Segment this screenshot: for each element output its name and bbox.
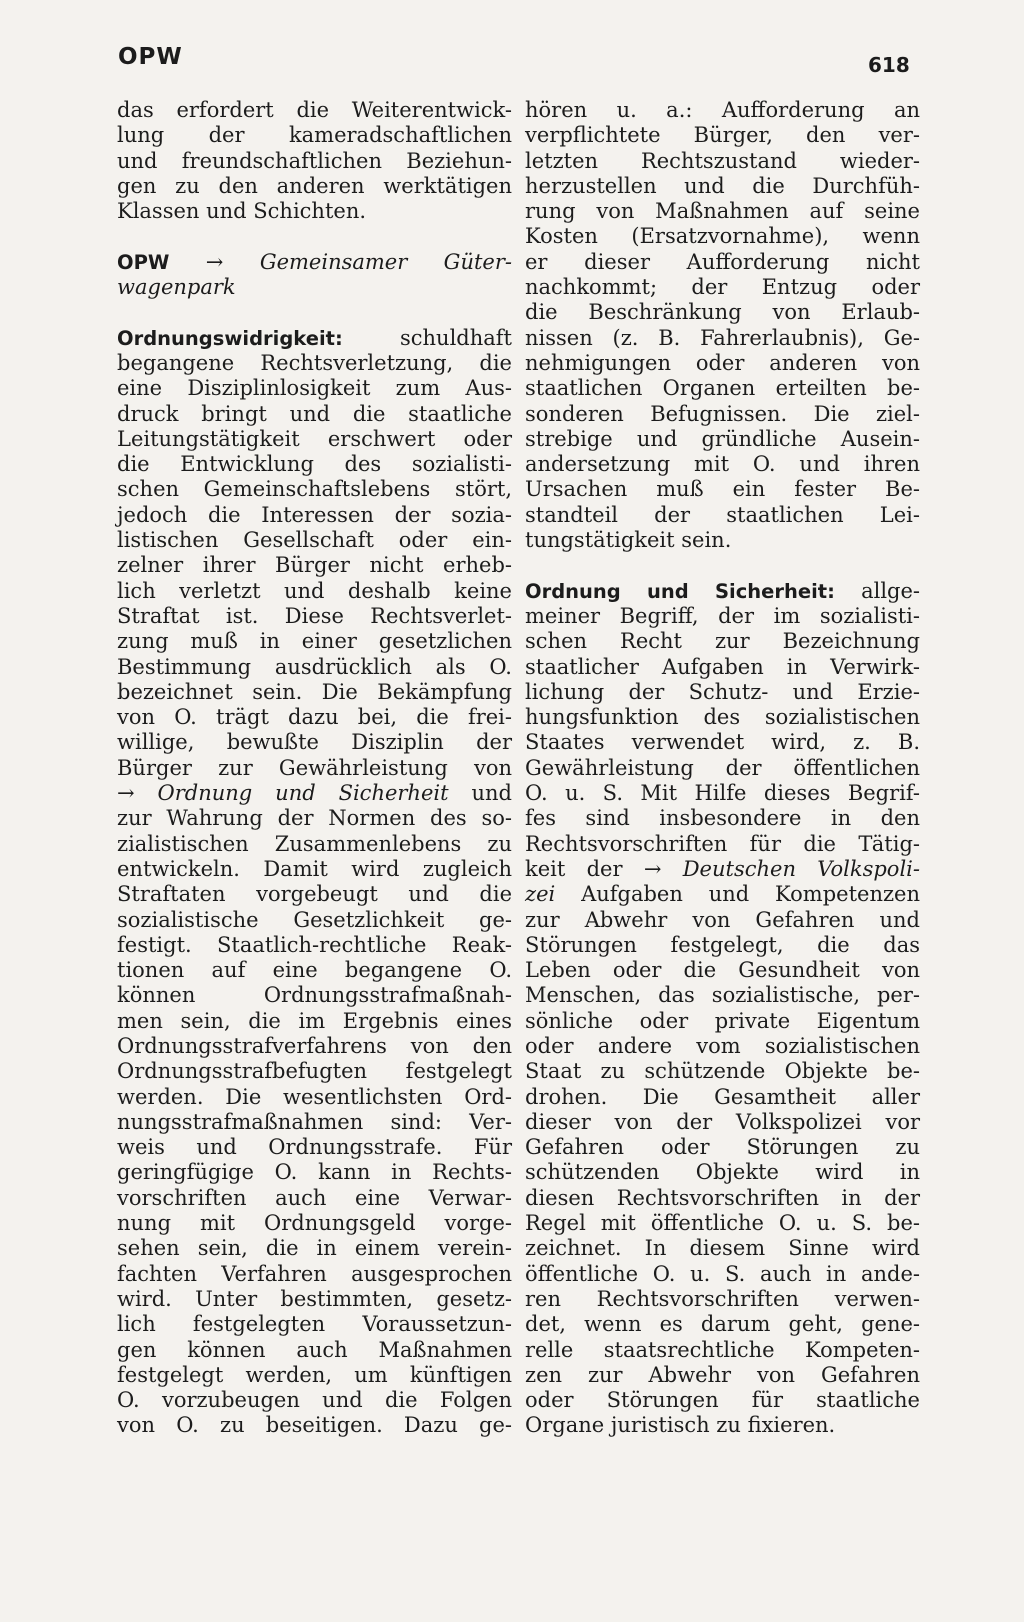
text-segment: schuldhaft	[399, 325, 512, 350]
text-line: Ordnungsstrafverfahrens von den	[117, 1033, 512, 1058]
text-line: dieser von der Volkspolizei vor	[525, 1109, 920, 1134]
text-line: Gewährleistung der öffentlichen	[525, 755, 920, 780]
text-line: festgelegt werden, um künftigen	[117, 1362, 512, 1387]
text-line: willige, bewußte Disziplin der	[117, 730, 512, 755]
text-line: O. vorzubeugen und die Folgen	[117, 1388, 512, 1413]
text-line: entwickeln. Damit wird zugleich	[117, 856, 512, 881]
text-line: nungsstrafmaßnahmen sind: Ver-	[117, 1109, 512, 1134]
text-line	[525, 882, 920, 907]
text-line: zeichnet. In diesem Sinne wird	[525, 1236, 920, 1261]
text-line: listischen Gesellschaft oder ein-	[117, 528, 512, 553]
text-line: eine Disziplinlosigkeit zum Aus-	[117, 376, 512, 401]
text-line: staatlicher Aufgaben in Verwirk-	[525, 654, 920, 679]
text-line: nissen (z. B. Fahrerlaubnis), Ge-	[525, 325, 920, 350]
text-line: herzustellen und die Durchfüh-	[525, 173, 920, 198]
text-line: fes sind insbesondere in den	[525, 806, 920, 831]
text-line: von O. trägt dazu bei, die frei-	[117, 705, 512, 730]
text-line: nehmigungen oder anderen von	[525, 350, 920, 375]
text-line: öffentliche O. u. S. auch in ande-	[525, 1261, 920, 1286]
text-line: wird. Unter bestimmten, gesetz-	[117, 1286, 512, 1311]
text-line: zung muß in einer gesetzlichen	[117, 629, 512, 654]
text-line: lich verletzt und deshalb keine	[117, 578, 512, 603]
text-segment: Aufgaben und Kompetenzen	[581, 882, 920, 907]
text-line: Straftat ist. Diese Rechtsverlet-	[117, 603, 512, 628]
text-line: gen zu den anderen werktätigen	[117, 173, 512, 198]
text-line: lichung der Schutz- und Erzie-	[525, 679, 920, 704]
text-line: Störungen festgelegt, die das	[525, 932, 920, 957]
arrow-icon: →	[205, 249, 224, 274]
cross-reference: Gemeinsamer Güter-	[259, 249, 512, 274]
text-line: die Beschränkung von Erlaub-	[525, 300, 920, 325]
text-line: standteil der staatlichen Lei-	[525, 502, 920, 527]
right-column	[525, 98, 920, 1439]
page-number: 618	[868, 53, 910, 77]
text-line: Menschen, das sozialistische, per-	[525, 983, 920, 1008]
entry-ordnungswidrigkeit	[117, 326, 512, 351]
headword: Ordnung und Sicherheit:	[525, 579, 835, 603]
text-line: schen Recht zur Bezeichnung	[525, 629, 920, 654]
text-line: Straftaten vorgebeugt und die	[117, 882, 512, 907]
text-line: nung mit Ordnungsgeld vorge-	[117, 1211, 512, 1236]
text-line: er dieser Aufforderung nicht	[525, 249, 920, 274]
text-line: letzten Rechtszustand wieder-	[525, 148, 920, 173]
text-line: festigt. Staatlich-rechtliche Reak-	[117, 932, 512, 957]
text-line: men sein, die im Ergebnis eines	[117, 1008, 512, 1033]
text-line: geringfügige O. kann in Rechts-	[117, 1160, 512, 1185]
text-segment: allge-	[861, 578, 920, 603]
text-line: det, wenn es darum geht, gene-	[525, 1312, 920, 1337]
headword: Ordnungswidrigkeit:	[117, 326, 343, 350]
text-line: fachten Verfahren ausgesprochen	[117, 1261, 512, 1286]
text-line: können Ordnungsstrafmaßnah-	[117, 983, 512, 1008]
text-line: gen können auch Maßnahmen	[117, 1337, 512, 1362]
text-line: verpflichtete Bürger, den ver-	[525, 123, 920, 148]
arrow-icon: →	[643, 856, 662, 881]
text-line: oder andere vom sozialistischen	[525, 1033, 920, 1058]
text-line: Organe juristisch zu fixieren.	[525, 1413, 836, 1438]
text-line: meiner Begriff, der im sozialisti-	[525, 603, 920, 628]
entry-gap	[117, 300, 512, 325]
text-line	[117, 781, 512, 806]
text-line: und freundschaftlichen Beziehun-	[117, 148, 512, 173]
running-head: OPW	[118, 44, 183, 70]
text-line: schützenden Objekte wird in	[525, 1160, 920, 1185]
text-line: Gefahren oder Störungen zu	[525, 1135, 920, 1160]
text-line: weis und Ordnungsstrafe. Für	[117, 1135, 512, 1160]
text-line: diesen Rechtsvorschriften in der	[525, 1185, 920, 1210]
text-line: Rechtsvorschriften für die Tätig-	[525, 831, 920, 856]
text-line: Staat zu schützende Objekte be-	[525, 1059, 920, 1084]
cross-reference: Ordnung und Sicherheit	[157, 781, 449, 806]
text-line: ren Rechtsvorschriften verwen-	[525, 1286, 920, 1311]
entry-ordnung-und-sicherheit	[525, 579, 920, 604]
cross-reference: wagenpark	[117, 275, 236, 300]
text-line: Klassen und Schichten.	[117, 199, 367, 224]
text-line: relle staatsrechtliche Kompeten-	[525, 1337, 920, 1362]
text-line: Kosten (Ersatzvornahme), wenn	[525, 224, 920, 249]
text-line: strebige und gründliche Ausein-	[525, 426, 920, 451]
text-line: sozialistische Gesetzlichkeit ge-	[117, 907, 512, 932]
text-line: hören u. a.: Aufforderung an	[525, 98, 920, 122]
text-line: sönliche oder private Eigentum	[525, 1008, 920, 1033]
text-line: rung von Maßnahmen auf seine	[525, 199, 920, 224]
text-line: zur Abwehr von Gefahren und	[525, 907, 920, 932]
text-line: druck bringt und die staatliche	[117, 401, 512, 426]
text-line: Regel mit öffentliche O. u. S. be-	[525, 1211, 920, 1236]
text-line: oder Störungen für staatliche	[525, 1388, 920, 1413]
text-line: jedoch die Interessen der sozia-	[117, 502, 512, 527]
text-line: zelner ihrer Bürger nicht erheb-	[117, 553, 512, 578]
text-line: Bestimmung ausdrücklich als O.	[117, 654, 512, 679]
text-line: drohen. Die Gesamtheit aller	[525, 1084, 920, 1109]
text-line: die Entwicklung des sozialisti-	[117, 452, 512, 477]
text-line: von O. zu beseitigen. Dazu ge-	[117, 1413, 512, 1438]
text-line	[117, 275, 512, 300]
text-line: tungstätigkeit sein.	[525, 528, 732, 553]
text-segment: und	[471, 781, 512, 806]
cross-reference: Deutschen Volkspoli-	[682, 856, 920, 881]
text-line: zen zur Abwehr von Gefahren	[525, 1362, 920, 1387]
text-line: Leben oder die Gesundheit von	[525, 958, 920, 983]
text-line: begangene Rechtsverletzung, die	[117, 350, 512, 375]
entry-opw	[117, 250, 512, 275]
arrow-icon: →	[117, 781, 135, 806]
text-line	[525, 857, 920, 882]
cross-reference: zei	[525, 882, 556, 907]
text-line: bezeichnet sein. Die Bekämpfung	[117, 679, 512, 704]
text-line: lich festgelegten Voraussetzun-	[117, 1312, 512, 1337]
text-line: Staates verwendet wird, z. B.	[525, 730, 920, 755]
text-line: Ordnungsstrafbefugten festgelegt	[117, 1059, 512, 1084]
text-line: tionen auf eine begangene O.	[117, 958, 512, 983]
text-line: lung der kameradschaftlichen	[117, 123, 512, 148]
text-line: werden. Die wesentlichsten Ord-	[117, 1084, 512, 1109]
left-column	[117, 98, 512, 1439]
text-line: nachkommt; der Entzug oder	[525, 275, 920, 300]
headword: OPW	[117, 250, 170, 274]
text-line: Leitungstätigkeit erschwert oder	[117, 426, 512, 451]
text-line: hungsfunktion des sozialistischen	[525, 705, 920, 730]
text-line: zur Wahrung der Normen des so-	[117, 806, 512, 831]
text-line: sehen sein, die in einem verein-	[117, 1236, 512, 1261]
text-line: Ursachen muß ein fester Be-	[525, 477, 920, 502]
text-line: sonderen Befugnissen. Die ziel-	[525, 401, 920, 426]
text-line: andersetzung mit O. und ihren	[525, 452, 920, 477]
entry-gap	[117, 224, 512, 249]
text-line: staatlichen Organen erteilten be-	[525, 376, 920, 401]
text-line: Bürger zur Gewährleistung von	[117, 755, 512, 780]
text-segment: keit der	[525, 856, 623, 881]
text-line: vorschriften auch eine Verwar-	[117, 1185, 512, 1210]
text-line: das erfordert die Weiterentwick-	[117, 98, 512, 122]
text-line: zialistischen Zusammenlebens zu	[117, 831, 512, 856]
text-line: schen Gemeinschaftslebens stört,	[117, 477, 512, 502]
text-line: O. u. S. Mit Hilfe dieses Begrif-	[525, 781, 920, 806]
entry-gap	[525, 553, 920, 578]
